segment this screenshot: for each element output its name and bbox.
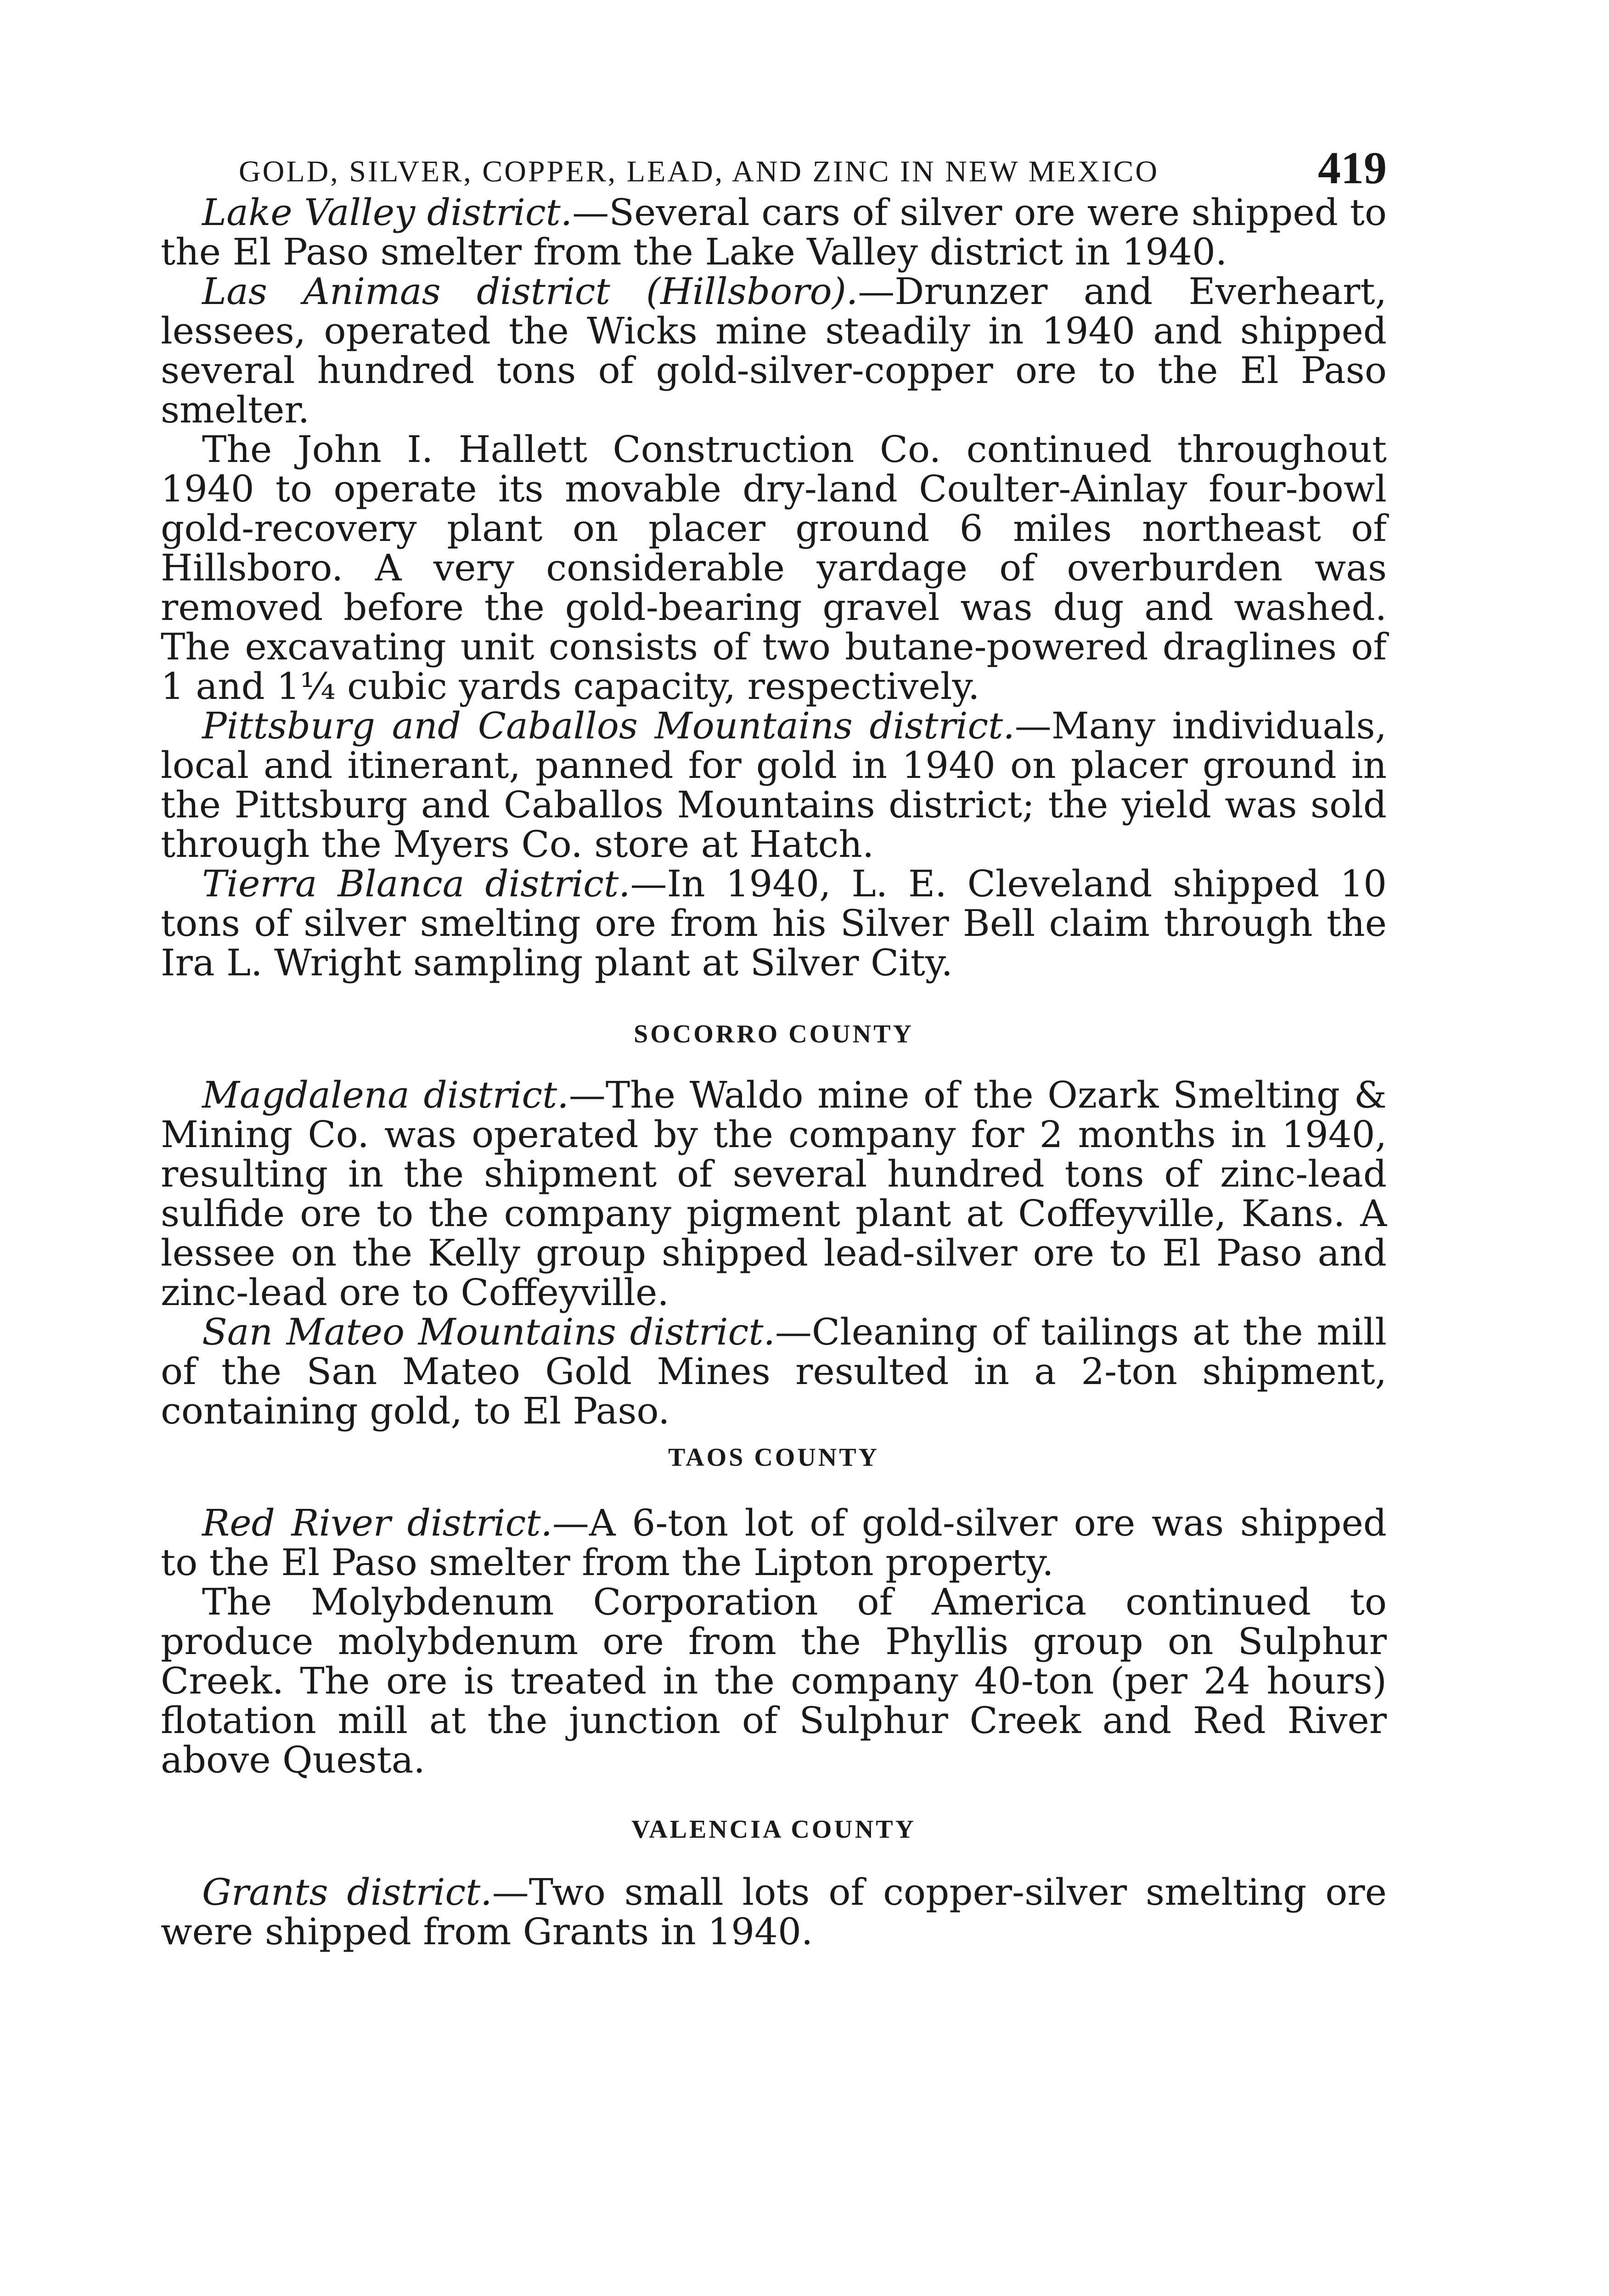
- paragraph-text: —Drunzer and Everheart, lessees, operated the Wicks mine steadily in 1940 and shipped several hundred tons of gold-silver-copper ore to the El Paso smelter.: [161, 270, 1387, 431]
- paragraph-red-river: [161, 1503, 1387, 1582]
- paragraph-tierra-blanca: [161, 864, 1387, 983]
- paragraph-text: —A 6-ton lot of gold-silver ore was shipped to the El Paso smelter from the Lipton property.: [161, 1502, 1387, 1584]
- paragraph-grants: [161, 1873, 1387, 1952]
- paragraph-pittsburg: [161, 706, 1387, 864]
- paragraph-text: —Many individuals, local and itinerant, panned for gold in 1940 on placer ground in the Pittsburg and Caballos Mountains district; the yield was sold through the Myers Co. store at Hatch.: [161, 704, 1387, 866]
- district-name: Magdalena district.: [202, 1074, 569, 1116]
- district-name: Pittsburg and Caballos Mountains district.: [202, 704, 1015, 747]
- section-heading-valencia: VALENCIA COUNTY: [631, 1815, 917, 1844]
- paragraph-text: The Molybdenum Corporation of America continued to produce molybdenum ore from the Phyllis group on Sulphur Creek. The ore is treated in the company 40-ton (per 24 hours) flotation mill at the junction of Sulphur Creek and Red River above Questa.: [161, 1581, 1387, 1781]
- paragraph-text: —The Waldo mine of the Ozark Smelting & Mining Co. was operated by the company for 2 months in 1940, resulting in the shipment of several hundred tons of zinc-lead sulfide ore to the company pigment plant at Coffeyville, Kans. A lessee on the Kelly group shipped lead-silver ore to El Paso and zinc-lead ore to Coffeyville.: [161, 1074, 1387, 1314]
- running-head: [161, 133, 1387, 193]
- paragraph-magdalena: [161, 1075, 1387, 1312]
- page-number: 419: [1318, 142, 1387, 193]
- section-heading-taos: TAOS COUNTY: [668, 1443, 879, 1472]
- district-name: San Mateo Mountains district.: [202, 1311, 775, 1353]
- paragraph-hallett: [161, 430, 1387, 706]
- paragraph-las-animas: [161, 272, 1387, 430]
- section-heading-socorro: SOCORRO COUNTY: [634, 1020, 914, 1048]
- district-name: Lake Valley district.: [202, 191, 573, 234]
- paragraph-text: —Cleaning of tailings at the mill of the San Mateo Gold Mines resulted in a 2-ton shipment, containing gold, to El Paso.: [161, 1311, 1387, 1432]
- district-name: Las Animas district (Hillsboro).: [202, 270, 858, 313]
- running-head-title: GOLD, SILVER, COPPER, LEAD, AND ZINC IN NEW MEXICO: [239, 155, 1159, 188]
- district-name: Red River district.: [202, 1502, 552, 1544]
- district-name: Tierra Blanca district.: [202, 862, 630, 905]
- paragraph-san-mateo: [161, 1312, 1387, 1431]
- paragraph-text: —Several cars of silver ore were shipped to the El Paso smelter from the Lake Valley district in 1940.: [161, 191, 1387, 273]
- paragraph-text: The John I. Hallett Construction Co. continued throughout 1940 to operate its movable dry-land Coulter-Ainlay four-bowl gold-recovery plant on placer ground 6 miles northeast of Hillsboro. A very considerable yardage of overburden was removed before the gold-bearing gravel was dug and washed. The excavating unit consists of two butane-powered draglines of 1 and 1¼ cubic yards capacity, respectively.: [161, 428, 1387, 708]
- document-page: [161, 133, 1387, 1952]
- paragraph-molybdenum: [161, 1582, 1387, 1780]
- paragraph-lake-valley: [161, 193, 1387, 272]
- district-name: Grants district.: [202, 1871, 492, 1913]
- paragraph-text: —Two small lots of copper-silver smelting ore were shipped from Grants in 1940.: [161, 1871, 1387, 1953]
- paragraph-text: —In 1940, L. E. Cleveland shipped 10 tons of silver smelting ore from his Silver Bell claim through the Ira L. Wright sampling plant at Silver City.: [161, 862, 1387, 984]
